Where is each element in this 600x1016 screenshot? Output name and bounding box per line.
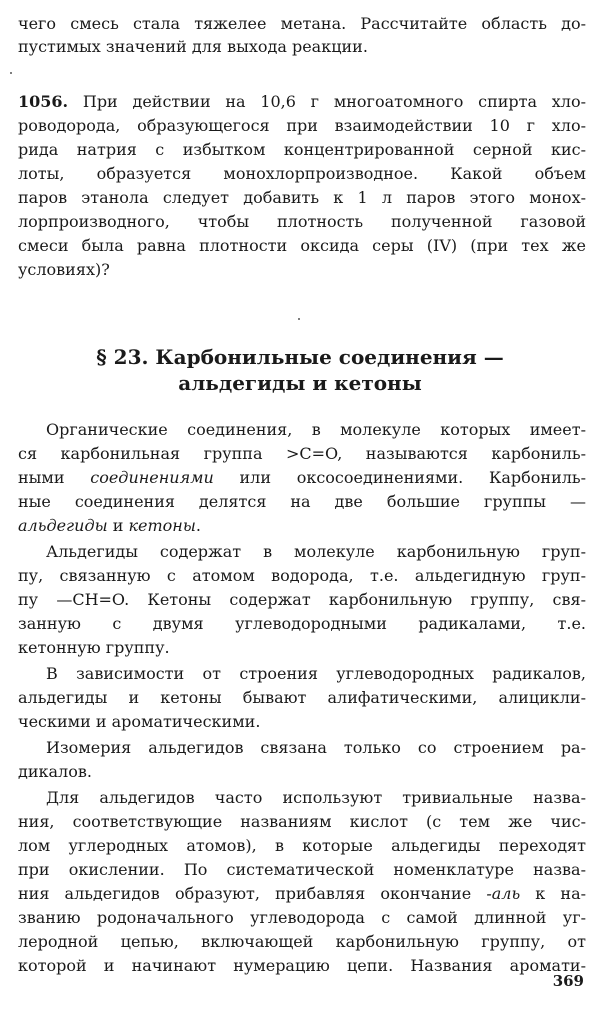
text-line: пу —CH=O. Кетоны содержат карбонильную группу, свя- (18, 590, 586, 609)
text-fragment: и (107, 516, 129, 535)
section-title-line-1: § 23. Карбонильные соединения — (96, 345, 504, 369)
text-line: лом углеродных атомов), в которые альдегиды переходят (18, 836, 586, 855)
text-fragment: ния альдегидов образуют, прибавляя окончание (18, 884, 487, 903)
text-fragment: или оксосоединениями. Карбониль- (213, 468, 586, 487)
text-line: званию родоначального углеводорода с самой длинной уг- (18, 908, 586, 927)
problem-first-line (18, 92, 586, 112)
text-fragment: ными (18, 468, 91, 487)
text-line: при окислении. По систематической номенклатуре назва- (18, 860, 586, 879)
text-line: паров этанола следует добавить к 1 л паров этого монох- (18, 188, 586, 207)
text-line: чего смесь стала тяжелее метана. Рассчитайте область до- (18, 14, 586, 33)
text-line: условиях)? (18, 260, 110, 279)
italic-term: соединениями (90, 468, 214, 487)
text-line: лоты, образуется монохлорпроизводное. Какой объем (18, 164, 586, 183)
text-line: ческими и ароматическими. (18, 712, 261, 731)
problem-number: 1056. (18, 92, 69, 111)
text-line: занную с двумя углеводородными радикалами, т.е. (18, 614, 586, 633)
text-line: рида натрия с избытком концентрированной серной кис- (18, 140, 586, 159)
text-line: ные соединения делятся на две большие группы — (18, 492, 586, 511)
text-line: пу, связанную с атомом водорода, т.е. альдегидную груп- (18, 566, 586, 585)
text-line (18, 516, 586, 536)
italic-term: кетоны (128, 516, 196, 535)
text-line: смеси была равна плотности оксида серы (IV) (при тех же (18, 236, 586, 255)
text-line: лорпроизводного, чтобы плотность полученной газовой (18, 212, 586, 231)
text-line: дикалов. (18, 762, 92, 781)
text-line (18, 468, 586, 488)
text-line: кетонную группу. (18, 638, 170, 657)
text-line: ся карбонильная группа >C=O, называются карбониль- (18, 444, 586, 463)
italic-term: альдегиды (18, 516, 108, 535)
text-line: роводорода, образующегося при взаимодействии 10 г хло- (18, 116, 586, 135)
text-line: леродной цепью, включающей карбонильную группу, от (18, 932, 586, 951)
problem-text: При действии на 10,6 г многоатомного спирта хло- (68, 92, 586, 111)
text-line: которой и начинают нумерацию цепи. Названия аромати- (18, 956, 586, 975)
text-line: Для альдегидов часто используют тривиальные назва- (46, 788, 586, 807)
page-number: 369 (552, 972, 584, 990)
text-line: пустимых значений для выхода реакции. (18, 37, 368, 56)
italic-term: -аль (486, 884, 521, 903)
section-title-line-2: альдегиды и кетоны (178, 371, 422, 395)
text-line (18, 884, 586, 904)
text-fragment: . (195, 516, 201, 535)
text-line: Альдегиды содержат в молекуле карбонильную груп- (46, 542, 586, 561)
text-fragment: к на- (520, 884, 586, 903)
text-line: В зависимости от строения углеводородных радикалов, (46, 664, 586, 683)
print-speck (298, 318, 300, 320)
print-speck (10, 72, 12, 74)
text-line: Органические соединения, в молекуле которых имеет- (46, 420, 586, 439)
text-line: ния, соответствующие названиям кислот (с тем же чис- (18, 812, 586, 831)
text-line: Изомерия альдегидов связана только со строением ра- (46, 738, 586, 757)
text-line: альдегиды и кетоны бывают алифатическими, алицикли- (18, 688, 586, 707)
